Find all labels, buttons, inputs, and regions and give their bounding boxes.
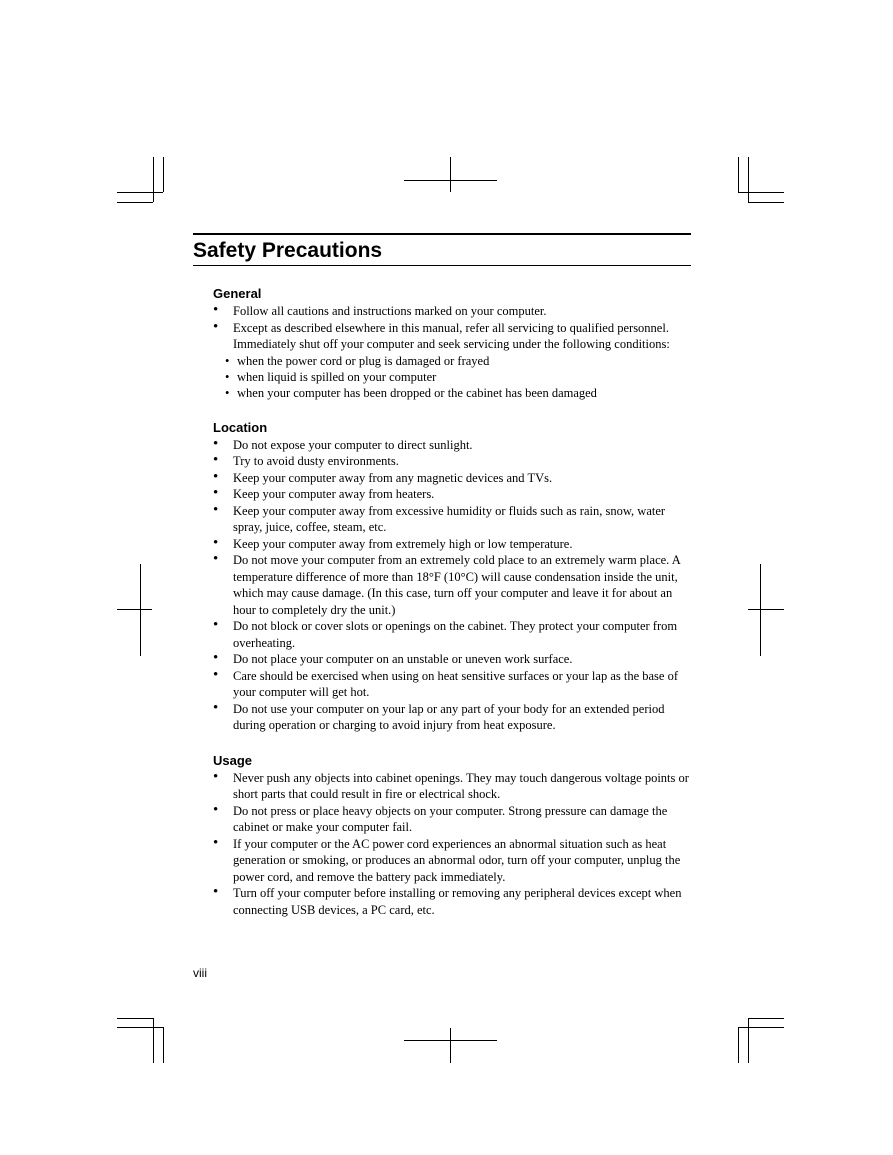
- section-usage: [213, 753, 691, 919]
- registration-mark: [140, 564, 141, 656]
- crop-mark: [738, 157, 739, 193]
- list-item: • Do not move your computer from an extremely cold place to an extremely warm place. A temperature difference of more than 18°F (10°C) will cause condensation inside the unit, which may cause damage. (In this case, turn off your computer and leave it for about an hour to completely dry the unit.): [213, 551, 681, 617]
- crop-mark: [738, 1027, 784, 1028]
- crop-mark: [117, 202, 153, 203]
- bullet-icon: •: [225, 369, 230, 384]
- bullet-list: [213, 770, 691, 919]
- list-item: • If your computer or the AC power cord experiences an abnormal situation such as heat generation or smoking, or produces an abnormal odor, turn off your computer, unplug the power cord, and remove the battery pack immediately.: [213, 834, 681, 884]
- bullet-icon: •: [213, 884, 219, 900]
- page-title: Safety Precautions: [193, 239, 383, 262]
- bullet-icon: •: [213, 318, 219, 335]
- crop-mark: [117, 1027, 163, 1028]
- list-item: • Do not place your computer on an unstable or uneven work surface.: [213, 650, 573, 666]
- bullet-icon: •: [213, 468, 219, 485]
- list-item: • Try to avoid dusty environments.: [213, 452, 399, 468]
- bullet-icon: •: [213, 768, 219, 785]
- title-bar: [193, 233, 691, 266]
- list-item: • Except as described elsewhere in this manual, refer all servicing to qualified personnel. Immediately shut off your computer and seek servicing under the following conditions:: [213, 318, 670, 351]
- crop-mark: [163, 1027, 164, 1063]
- crop-mark: [153, 157, 154, 202]
- list-item: • Follow all cautions and instructions marked on your computer.: [213, 302, 547, 318]
- section-general: [213, 286, 691, 401]
- crop-mark: [748, 157, 749, 203]
- list-item: • when the power cord or plug is damaged or frayed: [225, 353, 490, 368]
- page-number: viii: [193, 966, 207, 980]
- crop-mark: [748, 1018, 749, 1063]
- registration-mark: [748, 609, 784, 610]
- bullet-icon: •: [213, 485, 219, 501]
- registration-mark: [117, 609, 152, 610]
- list-item: • Keep your computer away from heaters.: [213, 485, 435, 501]
- page-content: [193, 233, 691, 918]
- registration-mark: [450, 157, 451, 192]
- list-item: • when liquid is spilled on your computer: [225, 369, 437, 384]
- crop-mark: [163, 157, 164, 192]
- crop-mark: [748, 1018, 784, 1019]
- bullet-icon: •: [213, 617, 219, 633]
- section-location: [213, 420, 691, 734]
- bullet-icon: •: [213, 435, 219, 452]
- list-item: • Keep your computer away from excessive humidity or fluids such as rain, snow, water spray, juice, coffee, steam, etc.: [213, 501, 666, 534]
- crop-mark: [117, 192, 163, 193]
- crop-mark: [748, 202, 784, 203]
- list-item: • Keep your computer away from extremely high or low temperature.: [213, 534, 573, 551]
- section-heading: Usage: [213, 752, 253, 768]
- sub-bullet-list: [213, 353, 691, 401]
- crop-mark: [117, 1018, 153, 1019]
- bullet-icon: •: [213, 452, 219, 468]
- bullet-list: [213, 303, 691, 353]
- list-item: • Keep your computer away from any magnetic devices and TVs.: [213, 468, 553, 485]
- list-item: • Never push any objects into cabinet openings. They may touch dangerous voltage points or short parts that could result in fire or electrical shock.: [213, 768, 689, 801]
- list-item: • Do not press or place heavy objects on your computer. Strong pressure can damage the cabinet or make your computer fail.: [213, 801, 668, 834]
- bullet-icon: •: [213, 302, 219, 318]
- list-item: • Do not block or cover slots or openings on the cabinet. They protect your computer from overheating.: [213, 617, 678, 650]
- bullet-icon: •: [213, 666, 219, 683]
- section-heading: Location: [213, 419, 268, 435]
- bullet-icon: •: [213, 650, 219, 666]
- registration-mark: [760, 564, 761, 656]
- crop-mark: [738, 192, 784, 193]
- bullet-icon: •: [213, 534, 219, 551]
- bullet-icon: •: [225, 353, 230, 368]
- bullet-icon: •: [225, 385, 230, 400]
- list-item: • Turn off your computer before installing or removing any peripheral devices except when connecting USB devices, a PC card, etc.: [213, 884, 682, 917]
- list-item: • Care should be exercised when using on heat sensitive surfaces or your lap as the base of your computer will get hot.: [213, 666, 679, 699]
- bullet-icon: •: [213, 801, 219, 818]
- list-item: • when your computer has been dropped or the cabinet has been damaged: [225, 385, 597, 400]
- bullet-icon: •: [213, 834, 219, 851]
- crop-mark: [738, 1027, 739, 1063]
- bullet-list: [213, 437, 691, 734]
- list-item: • Do not use your computer on your lap or any part of your body for an extended period during operation or charging to avoid injury from heat exposure.: [213, 699, 665, 732]
- section-heading: General: [213, 286, 262, 301]
- bullet-icon: •: [213, 551, 219, 567]
- crop-mark: [153, 1018, 154, 1063]
- list-item: • Do not expose your computer to direct sunlight.: [213, 435, 473, 452]
- bullet-icon: •: [213, 699, 219, 716]
- bullet-icon: •: [213, 501, 219, 518]
- registration-mark: [450, 1028, 451, 1063]
